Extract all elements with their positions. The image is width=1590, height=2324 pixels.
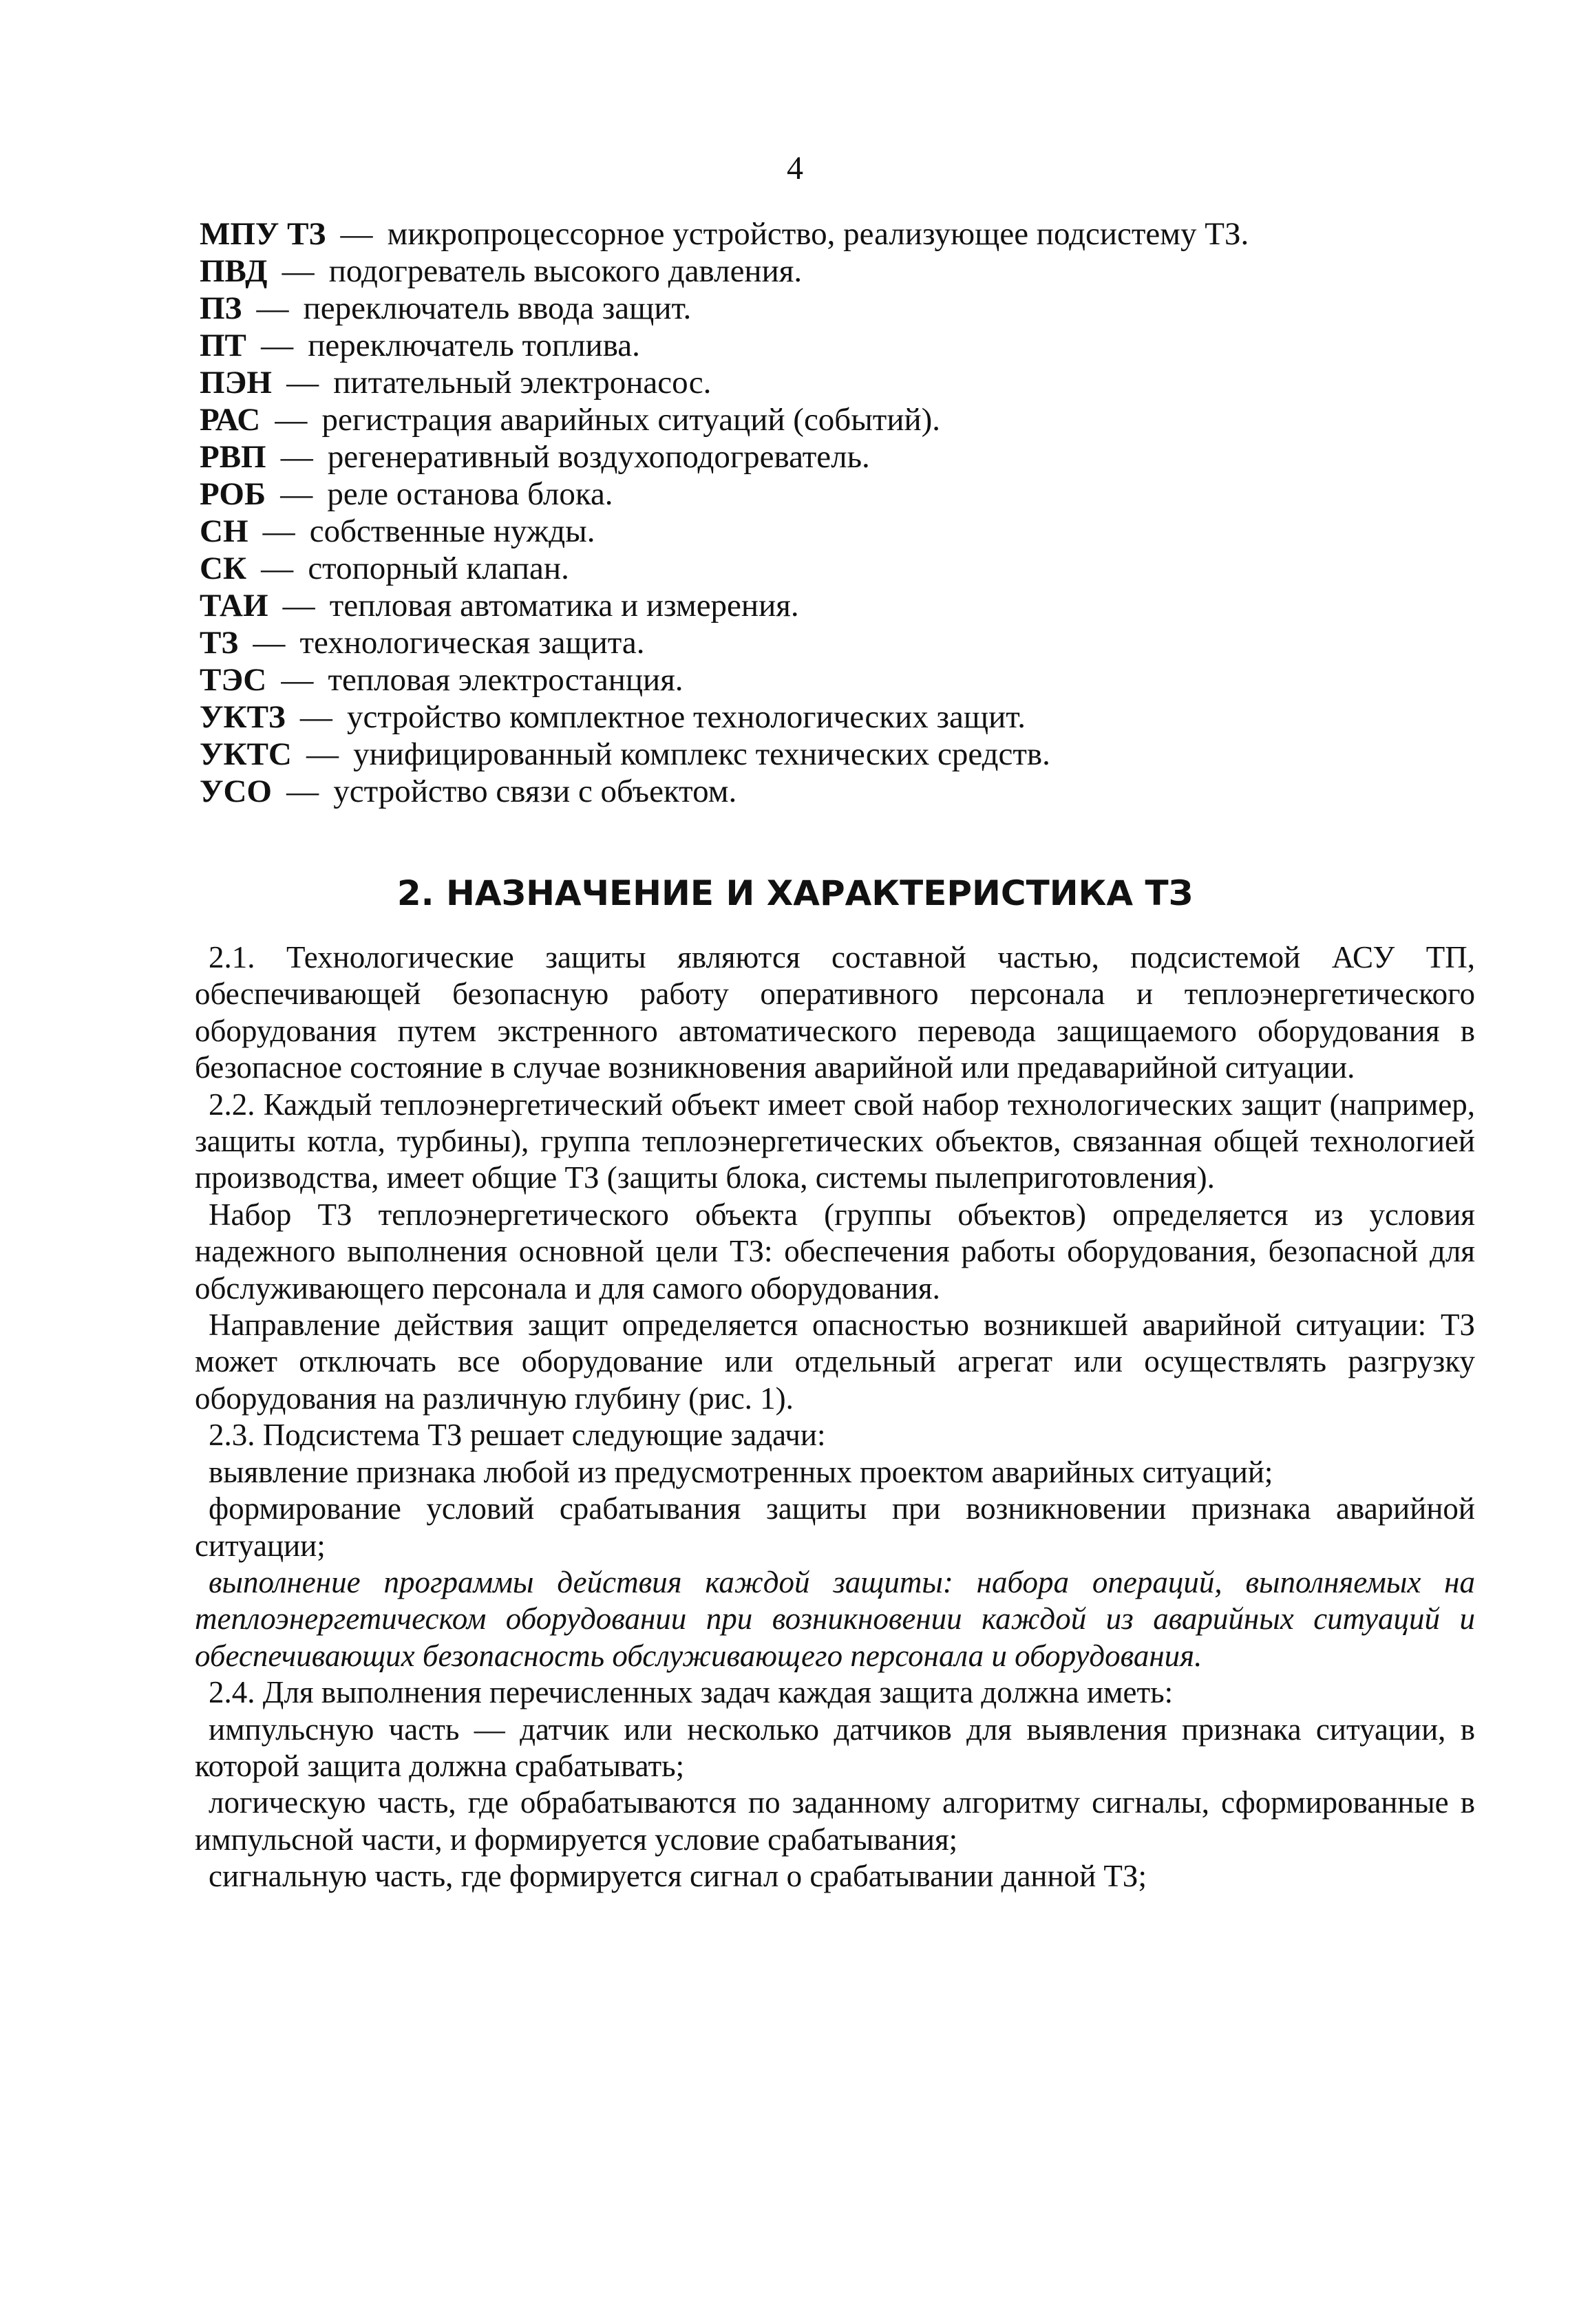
dash-separator: — — [256, 290, 289, 326]
abbreviation-definition: реле останова блока. — [327, 476, 613, 512]
dash-separator: — — [340, 216, 373, 252]
abbreviation-item — [200, 476, 1507, 513]
abbreviation-item — [200, 438, 1507, 476]
paragraph: 2.1. Технологические защиты являются составной частью, подсистемой АСУ ТП, обеспечивающей безопасную работу оперативного персонала и теплоэнергетического оборудования путем экстренного автоматического перевода защищаемого оборудования в безопасное состояние в случае возникновения аварийной или предаварийной ситуации. — [195, 940, 1475, 1085]
abbreviation-term: РВП — [200, 439, 266, 475]
abbreviation-item — [200, 773, 1507, 810]
abbreviation-item — [200, 327, 1507, 364]
paragraph: выявление признака любой из предусмотренных проектом аварийных ситуаций; — [209, 1454, 1273, 1489]
dash-separator: — — [280, 476, 313, 512]
abbreviation-definition: подогреватель высокого давления. — [328, 253, 803, 289]
paragraph: сигнальную часть, где формируется сигнал о срабатывании данной ТЗ; — [209, 1859, 1147, 1894]
abbreviation-definition: унифицированный комплекс технических средств. — [353, 736, 1050, 772]
abbreviation-item — [200, 364, 1507, 401]
abbreviation-term: ПВД — [200, 253, 268, 289]
abbreviation-list — [200, 215, 1507, 810]
paragraph: логическую часть, где обрабатываются по заданному алгоритму сигналы, сформированные в импульсной части, и формируется условие срабатывания; — [195, 1785, 1475, 1857]
dash-separator: — — [253, 625, 286, 661]
dash-separator: — — [282, 253, 315, 289]
dash-separator: — — [280, 439, 313, 475]
abbreviation-item — [200, 215, 1507, 253]
abbreviation-definition: тепловая электростанция. — [328, 662, 683, 698]
abbreviation-term: РОБ — [200, 476, 266, 512]
abbreviation-term: МПУ ТЗ — [200, 216, 326, 252]
paragraph: Набор ТЗ теплоэнергетического объекта (группы объектов) определяется из условия надежного выполнения основной цели ТЗ: обеспечения работы оборудования, безопасной для обслуживающего персонала и для самого оборудования. — [195, 1197, 1475, 1305]
dash-separator: — — [262, 513, 295, 549]
abbreviation-definition: собственные нужды. — [309, 513, 595, 549]
abbreviation-term: ТЭС — [200, 662, 267, 698]
abbreviation-item — [200, 290, 1507, 327]
abbreviation-term: ПЭН — [200, 365, 272, 401]
abbreviation-term: ПЗ — [200, 290, 242, 326]
dash-separator: — — [261, 551, 294, 586]
abbreviation-item — [200, 513, 1507, 550]
section-body — [195, 939, 1475, 1895]
page-number: 4 — [787, 150, 803, 186]
abbreviation-term: ПТ — [200, 328, 246, 363]
dash-separator: — — [286, 365, 319, 401]
abbreviation-definition: технологическая защита. — [299, 625, 645, 661]
dash-separator: — — [261, 328, 294, 363]
paragraph: формирование условий срабатывания защиты при возникновении признака аварийной ситуации; — [195, 1491, 1475, 1563]
abbreviation-item — [200, 587, 1507, 624]
dash-separator: — — [281, 662, 314, 698]
abbreviation-term: ТЗ — [200, 625, 239, 661]
abbreviation-term: СН — [200, 513, 248, 549]
abbreviation-definition: переключатель топлива. — [308, 328, 640, 363]
dash-separator: — — [299, 699, 332, 735]
abbreviation-term: РАС — [200, 402, 261, 438]
dash-separator: — — [275, 402, 308, 438]
abbreviation-definition: тепловая автоматика и измерения. — [329, 588, 799, 623]
paragraph: Направление действия защит определяется опасностью возникшей аварийной ситуации: ТЗ может отключать все оборудование или отдельный агрегат или осуществлять разгрузку оборудования на различную глубину (рис. 1). — [195, 1308, 1475, 1416]
abbreviation-definition: питательный электронасос. — [333, 365, 712, 401]
abbreviation-definition: устройство связи с объектом. — [333, 774, 737, 809]
section-heading: 2. НАЗНАЧЕНИЕ И ХАРАКТЕРИСТИКА ТЗ — [396, 873, 1194, 913]
abbreviation-definition: переключатель ввода защит. — [303, 290, 692, 326]
abbreviation-item — [200, 661, 1507, 699]
paragraph: 2.2. Каждый теплоэнергетический объект имеет свой набор технологических защит (например, защиты котла, турбины), группа теплоэнергетических объектов, связанная общей технологией производства, имеет общие ТЗ (защиты блока, системы пылеприготовления). — [195, 1087, 1475, 1195]
abbreviation-item — [200, 699, 1507, 736]
abbreviation-term: УКТЗ — [200, 699, 286, 735]
paragraph: 2.3. Подсистема ТЗ решает следующие задачи: — [209, 1418, 826, 1453]
abbreviation-term: ТАИ — [200, 588, 268, 623]
abbreviation-definition: микропроцессорное устройство, реализующее подсистему ТЗ. — [387, 216, 1249, 252]
abbreviation-definition: регистрация аварийных ситуаций (событий). — [321, 402, 941, 438]
dash-separator: — — [306, 736, 339, 772]
abbreviation-item — [200, 550, 1507, 587]
abbreviation-definition: устройство комплектное технологических защит. — [347, 699, 1026, 735]
paragraph: 2.4. Для выполнения перечисленных задач каждая защита должна иметь: — [209, 1675, 1174, 1710]
dash-separator: — — [286, 774, 319, 809]
abbreviation-item — [200, 401, 1507, 438]
abbreviation-definition: регенеративный воздухоподогреватель. — [327, 439, 870, 475]
abbreviation-item — [200, 736, 1507, 773]
abbreviation-definition: стопорный клапан. — [308, 551, 569, 586]
abbreviation-term: УКТС — [200, 736, 292, 772]
abbreviation-term: УСО — [200, 774, 272, 809]
abbreviation-item — [200, 624, 1507, 661]
paragraph: выполнение программы действия каждой защиты: набора операций, выполняемых на теплоэнергетическом оборудовании при возникновении каждой из аварийных ситуаций и обеспечивающих безопасность обслуживающего персонала и оборудования. — [195, 1564, 1475, 1673]
dash-separator: — — [282, 588, 315, 623]
abbreviation-item — [200, 253, 1507, 290]
abbreviation-term: СК — [200, 551, 247, 586]
paragraph: импульсную часть — датчик или несколько датчиков для выявления признака ситуации, в которой защита должна срабатывать; — [195, 1712, 1475, 1783]
